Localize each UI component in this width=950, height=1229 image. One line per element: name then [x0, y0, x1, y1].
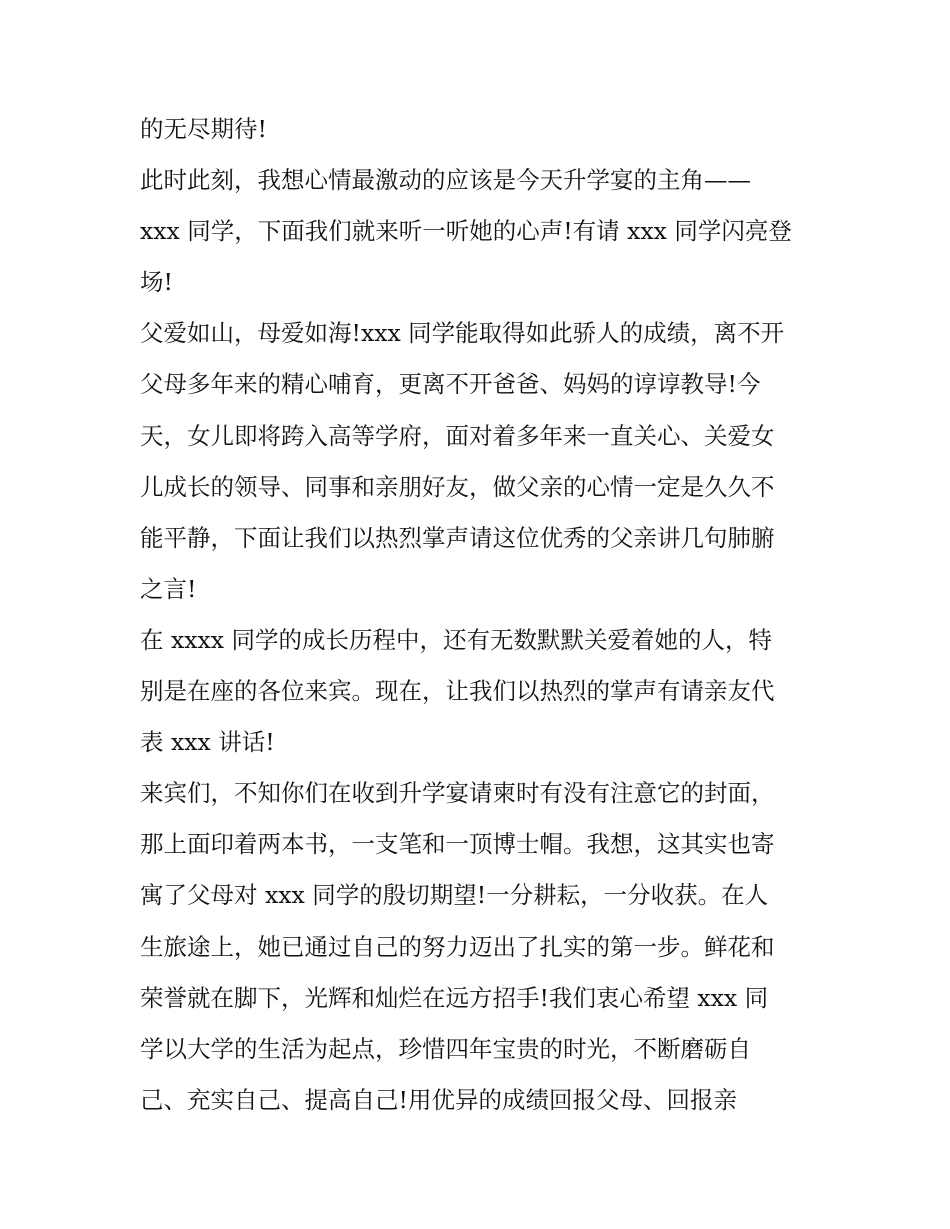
text-line: 在 xxxx 同学的成长历程中，还有无数默默关爱着她的人，特: [140, 625, 772, 654]
text-line: 此时此刻，我想心情最激动的应该是今天升学宴的主角——: [140, 166, 751, 195]
text-line: 表 xxx 讲话!: [140, 728, 275, 757]
text-line: 之言!: [140, 574, 197, 603]
text-line: 寓了父母对 xxx 同学的殷切期望!一分耕耘，一分收获。在人: [140, 881, 769, 910]
text-line: 儿成长的领导、同事和亲朋好友，做父亲的心情一定是久久不: [140, 472, 775, 501]
text-line: 天，女儿即将跨入高等学府，面对着多年来一直关心、关爱女: [140, 421, 775, 450]
document-body: [140, 104, 820, 1126]
text-line: 荣誉就在脚下，光辉和灿烂在远方招手!我们衷心希望 xxx 同: [140, 983, 769, 1012]
text-line: xxx 同学，下面我们就来听一听她的心声!有请 xxx 同学闪亮登: [140, 217, 792, 246]
text-line: 生旅途上，她已通过自己的努力迈出了扎实的第一步。鲜花和: [140, 932, 775, 961]
text-line: 父母多年来的精心哺育，更离不开爸爸、妈妈的谆谆教导!今: [140, 370, 761, 399]
text-line: 能平静，下面让我们以热烈掌声请这位优秀的父亲讲几句肺腑: [140, 523, 775, 552]
text-line: 别是在座的各位来宾。现在，让我们以热烈的掌声有请亲友代: [140, 677, 775, 706]
text-line: 场!: [140, 268, 173, 297]
text-line: 来宾们，不知你们在收到升学宴请柬时有没有注意它的封面，: [140, 779, 775, 808]
text-line: 学以大学的生活为起点，珍惜四年宝贵的时光，不断磨砺自: [140, 1034, 751, 1063]
text-line: 父爱如山，母爱如海!xxx 同学能取得如此骄人的成绩，离不开: [140, 319, 785, 348]
text-line: 己、充实自己、提高自己!用优异的成绩回报父母、回报亲: [140, 1085, 737, 1114]
text-line: 的无尽期待!: [140, 115, 267, 143]
text-line: 那上面印着两本书，一支笔和一顶博士帽。我想，这其实也寄: [140, 830, 775, 859]
